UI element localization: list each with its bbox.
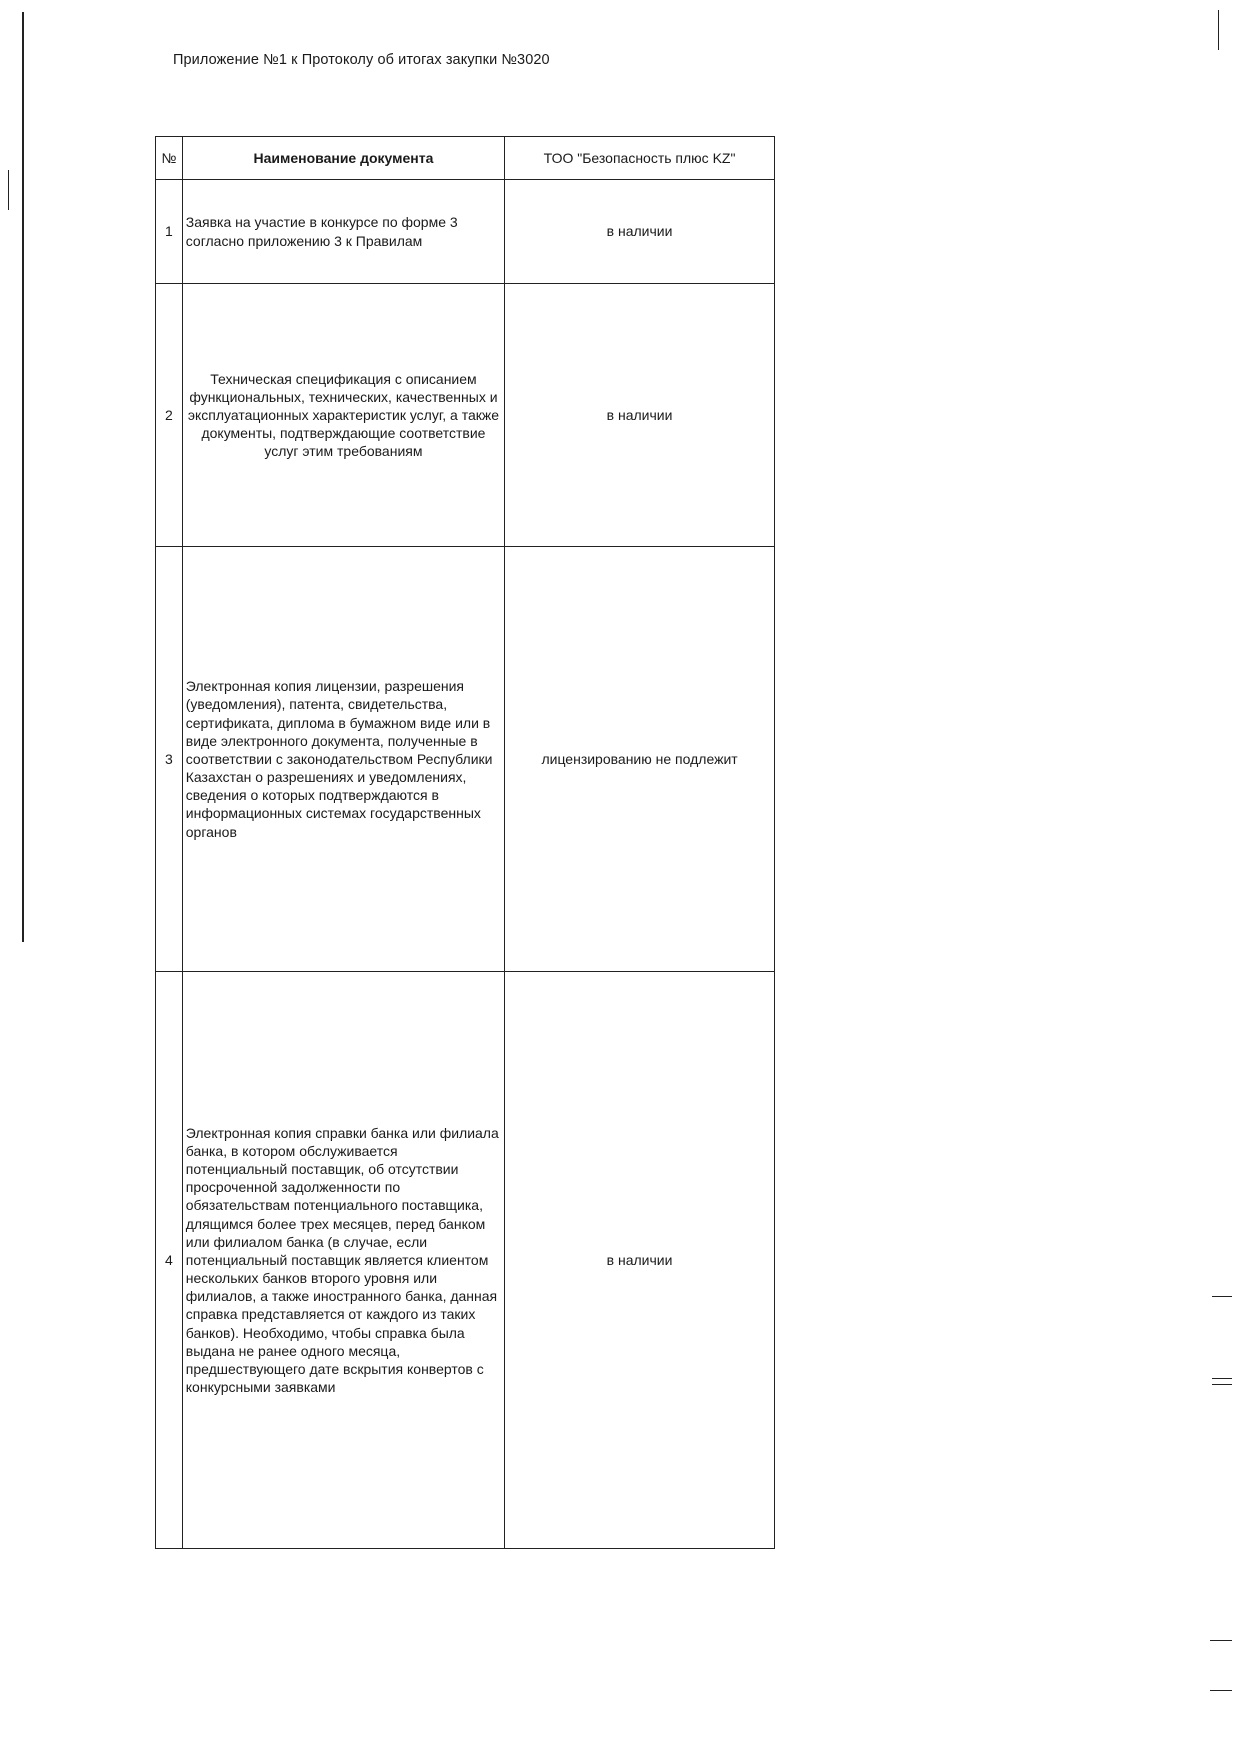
row-number: 1 (156, 180, 183, 284)
table-header-row (156, 137, 775, 180)
scan-tick-right (1210, 1640, 1232, 1641)
scan-edge-line-left-short (8, 170, 9, 210)
row-number: 4 (156, 972, 183, 1549)
scan-tick-right (1212, 1384, 1232, 1385)
header-document-name: Наименование документа (182, 137, 504, 180)
row-document-name: Электронная копия справки банка или филиала банка, в котором обслуживается потенциальный поставщик, об отсутствии просроченной задолженности по обязательствам потенциального поставщика, длящимся более трех месяцев, перед банком или филиалом банка (в случае, если потенциальный поставщик является клиентом нескольких банков второго уровня или филиалов, а также иностранного банка, данная справка представляется от каждого из таких банков). Необходимо, чтобы справка была выдана не ранее одного месяца, предшествующего дате вскрытия конвертов с конкурсными заявками (182, 972, 504, 1549)
table-row (156, 547, 775, 972)
scan-tick-right (1218, 10, 1219, 50)
row-number: 2 (156, 284, 183, 547)
row-number: 3 (156, 547, 183, 972)
row-document-name: Техническая спецификация с описанием функциональных, технических, качественных и эксплуатационных характеристик услуг, а также документы, подтверждающие соответствие услуг этим требованиям (182, 284, 504, 547)
row-document-name: Электронная копия лицензии, разрешения (уведомления), патента, свидетельства, сертификата, диплома в бумажном виде или в виде электронного документа, полученные в соответствии с законодательством Республики Казахстан о разрешениях и уведомлениях, сведения о которых подтверждаются в информационных системах государственных органов (182, 547, 504, 972)
table-row (156, 284, 775, 547)
row-status: в наличии (505, 284, 775, 547)
header-participant: ТОО "Безопасность плюс KZ" (505, 137, 775, 180)
page-caption: Приложение №1 к Протоколу об итогах закупки №3020 (173, 52, 550, 68)
row-document-name: Заявка на участие в конкурсе по форме 3 согласно приложению 3 к Правилам (182, 180, 504, 284)
table-row (156, 180, 775, 284)
scan-edge-line-left (22, 12, 24, 942)
row-status: в наличии (505, 972, 775, 1549)
table-row (156, 972, 775, 1549)
header-number: № (156, 137, 183, 180)
row-status: в наличии (505, 180, 775, 284)
row-status: лицензированию не подлежит (505, 547, 775, 972)
documents-table (155, 136, 775, 1549)
scan-tick-right (1212, 1296, 1232, 1297)
scan-tick-right (1212, 1378, 1232, 1379)
scan-tick-right (1210, 1690, 1232, 1691)
